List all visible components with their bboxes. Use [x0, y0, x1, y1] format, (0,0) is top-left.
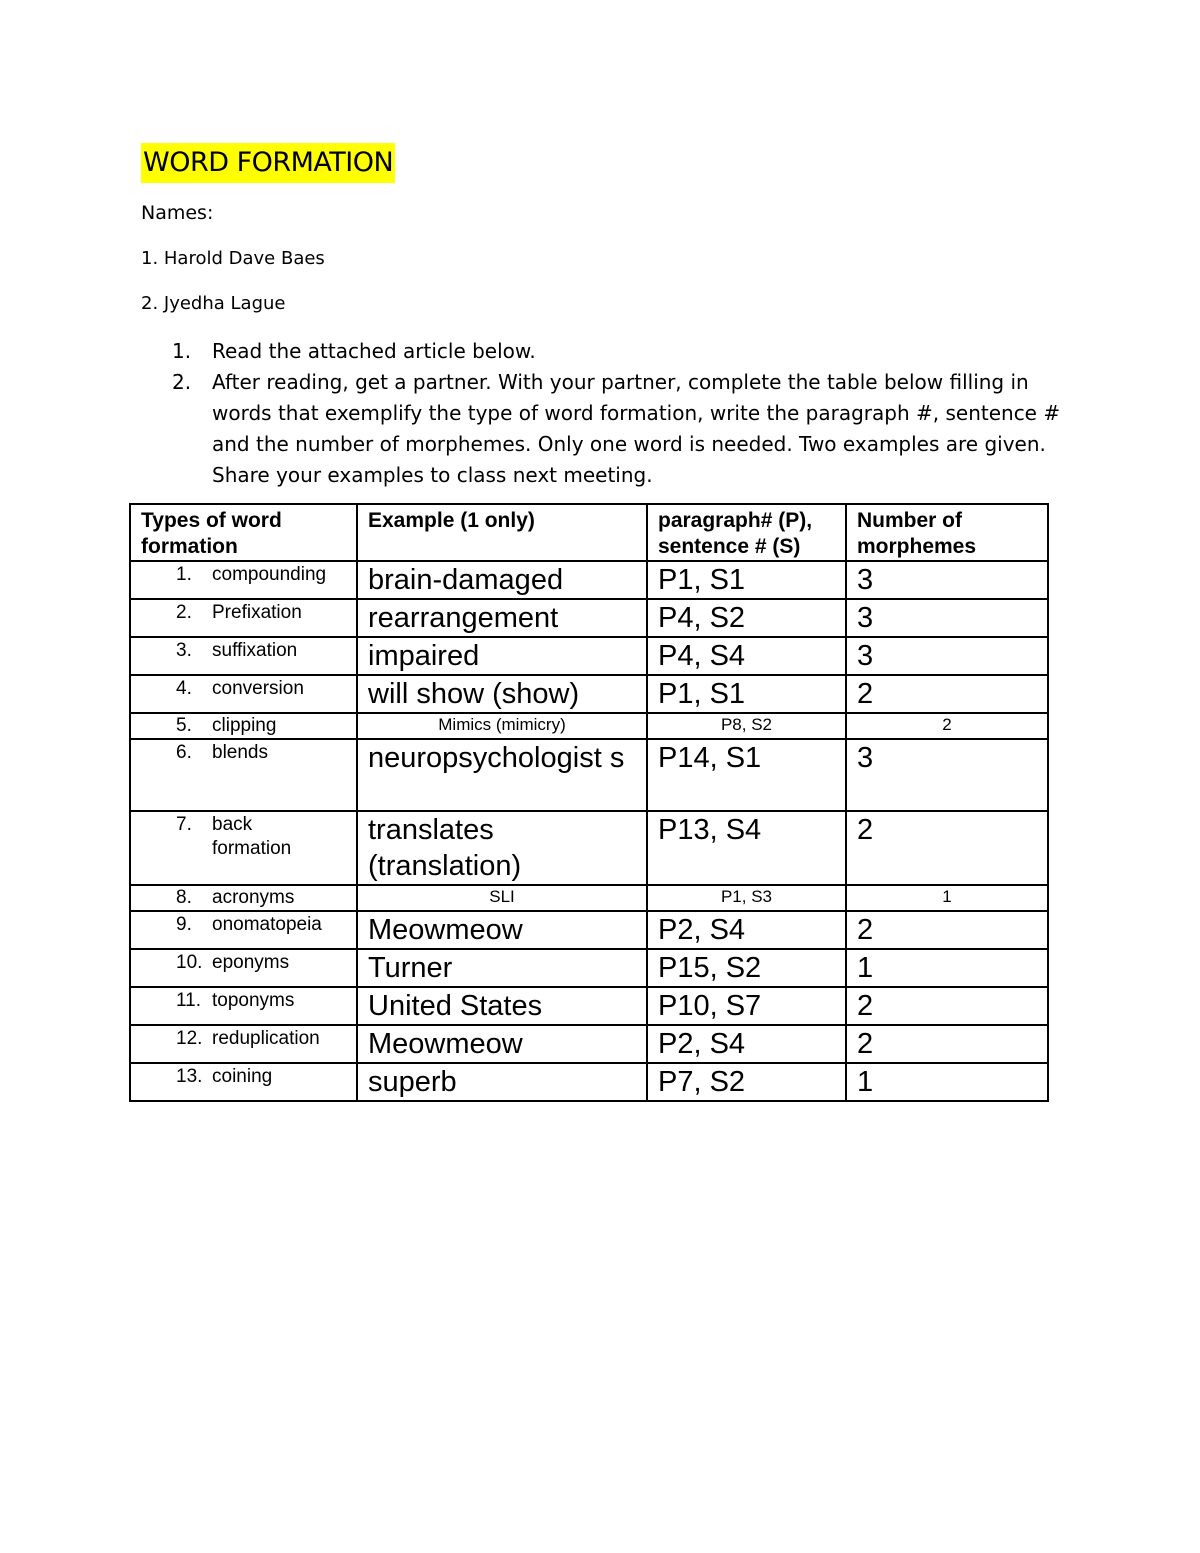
header-location: paragraph# (P), sentence # (S): [647, 504, 846, 561]
header-example: Example (1 only): [357, 504, 647, 561]
morphemes-cell: 1: [846, 885, 1048, 911]
location-cell: P1, S1: [647, 675, 846, 713]
type-label: coining: [212, 1066, 273, 1087]
row-number: 10.: [176, 952, 203, 973]
type-label: back formation: [212, 814, 292, 859]
morphemes-cell: 3: [846, 599, 1048, 637]
table-row: [130, 637, 1048, 675]
instruction-number: 2.: [172, 370, 192, 394]
location-cell: P4, S2: [647, 599, 846, 637]
location-cell: P1, S1: [647, 561, 846, 599]
type-label: reduplication: [212, 1028, 320, 1049]
instructions-list: [172, 336, 1072, 491]
row-number: 12.: [176, 1028, 203, 1049]
table-row: [130, 713, 1048, 739]
type-cell: [130, 911, 357, 949]
example-cell: translates (translation): [357, 811, 647, 885]
row-number: 4.: [176, 678, 192, 699]
morphemes-cell: 2: [846, 987, 1048, 1025]
location-cell: P7, S2: [647, 1063, 846, 1101]
example-cell: neuropsychologist s: [357, 739, 647, 811]
morphemes-cell: 2: [846, 675, 1048, 713]
type-label: compounding: [212, 564, 327, 585]
table-header-row: [130, 504, 1048, 561]
example-cell: superb: [357, 1063, 647, 1101]
header-type: Types of word formation: [130, 504, 357, 561]
instruction-text: After reading, get a partner. With your partner, complete the table below filling in words that exemplify the type of word formation, write the paragraph #, sentence # and the number of morphemes. Only one word is needed. Two examples are given. Share your examples to class next meeting.: [212, 370, 1061, 487]
morphemes-cell: 2: [846, 911, 1048, 949]
type-cell: [130, 885, 357, 911]
example-cell: Mimics (mimicry): [357, 713, 647, 739]
table-row: [130, 739, 1048, 811]
type-cell: [130, 599, 357, 637]
location-cell: P13, S4: [647, 811, 846, 885]
type-label: acronyms: [212, 887, 295, 908]
location-cell: P10, S7: [647, 987, 846, 1025]
type-cell: [130, 1025, 357, 1063]
instruction-item: [172, 336, 1072, 367]
table-row: [130, 911, 1048, 949]
row-number: 3.: [176, 640, 192, 661]
row-number: 8.: [176, 887, 192, 908]
row-number: 5.: [176, 715, 192, 736]
row-number: 13.: [176, 1066, 203, 1087]
morphemes-cell: 1: [846, 1063, 1048, 1101]
example-cell: Meowmeow: [357, 911, 647, 949]
type-cell: [130, 675, 357, 713]
morphemes-cell: 3: [846, 561, 1048, 599]
type-label: clipping: [212, 715, 277, 736]
names-label: Names:: [141, 202, 214, 224]
type-cell: [130, 561, 357, 599]
row-number: 2.: [176, 602, 192, 623]
table-row: [130, 1063, 1048, 1101]
type-cell: [130, 949, 357, 987]
row-number: 6.: [176, 742, 192, 763]
morphemes-cell: 3: [846, 739, 1048, 811]
example-cell: brain-damaged: [357, 561, 647, 599]
type-cell: [130, 987, 357, 1025]
morphemes-cell: 2: [846, 1025, 1048, 1063]
example-cell: United States: [357, 987, 647, 1025]
type-cell: [130, 637, 357, 675]
type-label: blends: [212, 742, 268, 763]
table-row: [130, 561, 1048, 599]
type-cell: [130, 739, 357, 811]
type-label: toponyms: [212, 990, 295, 1011]
morphemes-cell: 2: [846, 811, 1048, 885]
row-number: 11.: [176, 990, 202, 1011]
table-row: [130, 599, 1048, 637]
table-row: [130, 885, 1048, 911]
row-number: 1.: [176, 564, 192, 585]
row-number: 7.: [176, 814, 192, 835]
table-row: [130, 987, 1048, 1025]
type-label: Prefixation: [212, 602, 302, 623]
type-label: onomatopeia: [212, 914, 322, 935]
type-label: suffixation: [212, 640, 298, 661]
table-row: [130, 675, 1048, 713]
type-cell: [130, 811, 357, 885]
location-cell: P2, S4: [647, 911, 846, 949]
type-cell: [130, 1063, 357, 1101]
morphemes-cell: 3: [846, 637, 1048, 675]
example-cell: rearrangement: [357, 599, 647, 637]
example-cell: Turner: [357, 949, 647, 987]
table-row: [130, 811, 1048, 885]
instruction-item: [172, 367, 1072, 491]
type-label: eponyms: [212, 952, 290, 973]
location-cell: P8, S2: [647, 713, 846, 739]
location-cell: P1, S3: [647, 885, 846, 911]
table-row: [130, 949, 1048, 987]
location-cell: P14, S1: [647, 739, 846, 811]
type-cell: [130, 713, 357, 739]
example-cell: will show (show): [357, 675, 647, 713]
location-cell: P4, S4: [647, 637, 846, 675]
table-row: [130, 1025, 1048, 1063]
instruction-number: 1.: [172, 339, 192, 363]
morphemes-cell: 2: [846, 713, 1048, 739]
location-cell: P2, S4: [647, 1025, 846, 1063]
morphemes-cell: 1: [846, 949, 1048, 987]
student-name: 1. Harold Dave Baes: [141, 248, 325, 269]
location-cell: P15, S2: [647, 949, 846, 987]
instruction-text: Read the attached article below.: [212, 339, 536, 363]
header-morphemes: Number of morphemes: [846, 504, 1048, 561]
example-cell: SLI: [357, 885, 647, 911]
student-name: 2. Jyedha Lague: [141, 293, 286, 314]
word-formation-table: [129, 503, 1049, 1102]
type-label: conversion: [212, 678, 304, 699]
row-number: 9.: [176, 914, 192, 935]
example-cell: impaired: [357, 637, 647, 675]
document-title: WORD FORMATION: [141, 143, 395, 183]
example-cell: Meowmeow: [357, 1025, 647, 1063]
